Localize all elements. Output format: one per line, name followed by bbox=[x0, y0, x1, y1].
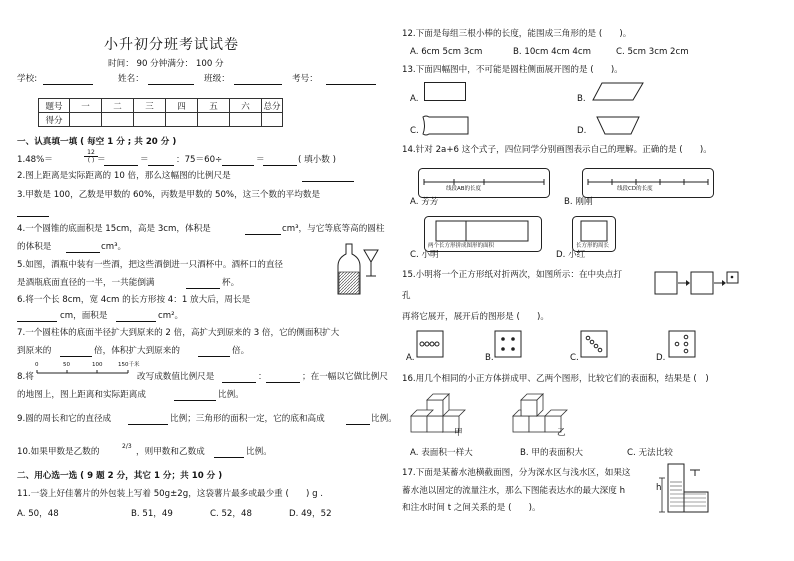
score-table-score-row bbox=[39, 113, 283, 127]
q1-blank[interactable] bbox=[148, 156, 174, 166]
q16-jia-label: 甲 bbox=[454, 428, 463, 438]
section2-heading: 二、用心选一选 ( 9 题 2 分，其它 1 分；共 10 分 ) bbox=[17, 471, 223, 481]
irregular-shape bbox=[422, 114, 470, 136]
q9-text: 比例；三角形的面积一定，它的底和高成 bbox=[170, 414, 325, 424]
q15-text: 孔 bbox=[402, 291, 411, 301]
q2-text: 2.图上距离是实际距离的 10 倍，那么这幅图的比例尺是 bbox=[17, 171, 231, 181]
q3-text: 3.甲数是 100，乙数是甲数的 60%，丙数是甲数的 50%，这三个数的平均数是 bbox=[17, 190, 321, 200]
bottle-cup-figure bbox=[338, 242, 382, 298]
q14-d-caption: 长方形的周长 bbox=[576, 243, 610, 249]
number-line-ab bbox=[418, 168, 550, 198]
q10-text: ，则甲数和乙数成 bbox=[136, 447, 205, 457]
q14-a-caption: 线段AB的长度 bbox=[446, 186, 482, 192]
scale-tick-label: 0 bbox=[35, 362, 39, 368]
school-field[interactable] bbox=[43, 75, 93, 85]
q3-blank[interactable] bbox=[17, 207, 49, 217]
q10-fraction: 2/3 bbox=[122, 443, 132, 450]
q12-option-b[interactable]: B. 10cm 4cm 4cm bbox=[513, 47, 591, 57]
q5-text: 是酒瓶底面直径的一半，一共能倒满 bbox=[17, 278, 155, 288]
q15-label-c[interactable]: C. bbox=[570, 353, 579, 363]
q13-label-d[interactable]: D. bbox=[577, 126, 587, 136]
q15-option-d-figure bbox=[668, 330, 696, 358]
q14-b-caption: 线段CD的长度 bbox=[617, 186, 653, 192]
q7-text: 倍。 bbox=[232, 346, 250, 356]
q4-blank[interactable] bbox=[245, 225, 281, 235]
q11-option-b[interactable]: B. 51，49 bbox=[131, 509, 173, 519]
q8-text: 比例。 bbox=[218, 390, 244, 400]
q1-note: ( 填小数 ) bbox=[298, 155, 336, 165]
number-label: 考号： bbox=[292, 74, 318, 84]
q17-text: 17.下面是某蓄水池横截面图，分为深水区与浅水区，如果这 bbox=[402, 468, 631, 478]
cup-icon bbox=[364, 250, 378, 276]
q4-text: cm³，与它等底等高的圆柱 bbox=[282, 224, 385, 234]
bottle-icon bbox=[338, 244, 360, 294]
q8-blank[interactable] bbox=[222, 373, 256, 383]
q2-blank[interactable] bbox=[302, 172, 354, 182]
q17-text: 和注水时间 t 之间关系的是 ( )。 bbox=[402, 503, 541, 513]
q5-blank[interactable] bbox=[186, 279, 220, 289]
time-score: 时间： 90 分钟满分： 100 分 bbox=[108, 59, 224, 69]
q15-option-b-figure bbox=[494, 330, 522, 358]
q14-label-a[interactable]: A. 芳芳 bbox=[410, 197, 439, 207]
score-header-cell: 题号 bbox=[39, 99, 70, 113]
q8-text: ： bbox=[258, 372, 267, 382]
score-header-cell: 三 bbox=[134, 99, 166, 113]
score-table bbox=[38, 98, 283, 127]
q1-ratio: ：75＝60÷ bbox=[176, 155, 223, 165]
q4-blank[interactable] bbox=[66, 243, 100, 253]
exam-title: 小升初分班考试试卷 bbox=[104, 37, 239, 53]
q1-start: 1.48%＝ bbox=[17, 155, 53, 165]
score-cell[interactable] bbox=[166, 113, 198, 127]
q10-blank[interactable] bbox=[214, 448, 244, 458]
score-header-cell: 二 bbox=[102, 99, 134, 113]
q4-text: cm³。 bbox=[101, 242, 127, 252]
q11-option-c[interactable]: C. 52，48 bbox=[210, 509, 252, 519]
q10-text: 比例。 bbox=[246, 447, 272, 457]
q16-option-b[interactable]: B. 甲的表面积大 bbox=[520, 448, 583, 458]
q8-text: 8.将 bbox=[17, 372, 34, 382]
q9-blank[interactable] bbox=[346, 415, 370, 425]
q10-text: 10.如果甲数是乙数的 bbox=[17, 447, 100, 457]
q1-fraction bbox=[84, 149, 98, 164]
q1-eq: ＝ bbox=[97, 155, 106, 165]
q1-frac-numerator: 12 bbox=[87, 149, 95, 156]
q15-option-c-figure bbox=[580, 330, 608, 358]
q7-blank[interactable] bbox=[198, 347, 230, 357]
q6-blank[interactable] bbox=[116, 312, 156, 322]
number-line-cd bbox=[582, 168, 714, 198]
q11-option-d[interactable]: D. 49，52 bbox=[289, 509, 332, 519]
score-cell[interactable] bbox=[102, 113, 134, 127]
q1-blank[interactable] bbox=[222, 156, 254, 166]
q4-text: 4.一个圆锥的底面积是 15cm，高是 3cm，体积是 bbox=[17, 224, 211, 234]
q6-text: 6.将一个长 8cm，宽 4cm 的长方形按 4：1 放大后，周长是 bbox=[17, 295, 251, 305]
q14-label-d[interactable]: D. 小红 bbox=[556, 250, 586, 260]
q1-eq: ＝ bbox=[140, 155, 149, 165]
score-cell[interactable] bbox=[70, 113, 102, 127]
q1-blank[interactable] bbox=[263, 156, 297, 166]
q14-label-b[interactable]: B. 刚刚 bbox=[564, 197, 593, 207]
name-field[interactable] bbox=[148, 75, 194, 85]
q7-blank[interactable] bbox=[60, 347, 92, 357]
q13-text: 13.下面四幅图中，不可能是圆柱侧面展开图的是 ( )。 bbox=[402, 65, 623, 75]
q9-text: 9.圆的周长和它的直径成 bbox=[17, 414, 112, 424]
q7-text: 到原来的 bbox=[17, 346, 52, 356]
q16-option-c[interactable]: C. 无法比较 bbox=[627, 448, 673, 458]
q8-text: 的地图上，图上距离和实际距离成 bbox=[17, 390, 146, 400]
score-table-header-row bbox=[39, 99, 283, 113]
q13-label-b[interactable]: B. bbox=[577, 94, 586, 104]
scale-tick-label: 100 bbox=[92, 362, 103, 368]
paper-fold-figure bbox=[654, 270, 750, 296]
score-row-label: 得分 bbox=[39, 113, 70, 127]
q16-text: 16.用几个相同的小正方体拼成甲、乙两个图形，比较它们的表面积，结果是 ( ) bbox=[402, 374, 709, 384]
reservoir-cross-section bbox=[654, 462, 714, 516]
score-header-cell: 一 bbox=[70, 99, 102, 113]
class-field[interactable] bbox=[234, 75, 282, 85]
parallelogram-shape bbox=[592, 82, 644, 102]
score-cell[interactable] bbox=[134, 113, 166, 127]
q8-text: 改写成数值比例尺是 bbox=[137, 372, 215, 382]
q15-label-a[interactable]: A. bbox=[406, 353, 415, 363]
score-cell[interactable] bbox=[230, 113, 262, 127]
q17-h-label: h bbox=[656, 483, 662, 493]
q15-label-b[interactable]: B. bbox=[485, 353, 494, 363]
scale-tick-label: 150千米 bbox=[118, 362, 140, 368]
score-header-cell: 四 bbox=[166, 99, 198, 113]
q5-text: 杯。 bbox=[222, 278, 240, 288]
q5-text: 5.如图，酒瓶中装有一些酒，把这些酒倒进一只酒杯中。酒杯口的直径 bbox=[17, 260, 284, 270]
school-label: 学校: bbox=[17, 74, 38, 84]
section1-heading: 一、认真填一填 ( 每空 1 分 ; 共 20 分 ) bbox=[17, 137, 177, 147]
q4-text: 的体积是 bbox=[17, 242, 52, 252]
q14-text: 14.针对 2a+6 这个式子，四位同学分别画图表示自己的理解。正确的是 ( )。 bbox=[402, 145, 712, 155]
rectangle-shape bbox=[424, 82, 466, 101]
score-header-cell: 总分 bbox=[262, 99, 283, 113]
q6-text: cm，面积是 bbox=[60, 311, 108, 321]
name-label: 姓名： bbox=[118, 74, 144, 84]
q8-text: ；在一幅以它做比例尺 bbox=[302, 372, 388, 382]
q6-text: cm²。 bbox=[158, 311, 184, 321]
q15-option-a-figure bbox=[416, 330, 444, 358]
score-header-cell: 五 bbox=[198, 99, 230, 113]
q7-text: 7.一个圆柱体的底面半径扩大到原来的 2 倍，高扩大到原来的 3 倍，它的侧面积扩大 bbox=[17, 328, 340, 338]
q9-blank[interactable] bbox=[128, 415, 168, 425]
q11-text: 11.一袋上好佳薯片的外包装上写着 50g±2g，这袋薯片最多或最少重 ( ) g . bbox=[17, 489, 324, 499]
q7-text: 倍，体积扩大到原来的 bbox=[94, 346, 180, 356]
q14-c-caption: 两个长方形拼成图形的面积 bbox=[428, 243, 495, 249]
scale-tick-label: 50 bbox=[63, 362, 70, 368]
q1-eq: ＝ bbox=[256, 155, 265, 165]
q13-label-c[interactable]: C. bbox=[410, 126, 419, 136]
q16-yi-label: 乙 bbox=[557, 428, 566, 438]
class-label: 班级： bbox=[204, 74, 230, 84]
q15-text: 15.小明将一个正方形纸对折两次，如图所示：在中央点打 bbox=[402, 270, 622, 280]
q16-option-a[interactable]: A. 表面积一样大 bbox=[410, 448, 473, 458]
q15-label-d[interactable]: D. bbox=[656, 353, 666, 363]
q12-option-a[interactable]: A. 6cm 5cm 3cm bbox=[410, 47, 483, 57]
q17-text: 蓄水池以固定的流量注水，那么下图能表达水的最大深度 h bbox=[402, 486, 626, 496]
number-field[interactable] bbox=[326, 75, 376, 85]
q14-label-c[interactable]: C. 小明 bbox=[410, 250, 439, 260]
q8-blank[interactable] bbox=[266, 373, 300, 383]
score-cell[interactable] bbox=[198, 113, 230, 127]
q9-text: 比例。 bbox=[371, 414, 397, 424]
q11-option-a[interactable]: A. 50，48 bbox=[17, 509, 59, 519]
q15-text: 再将它展开，展开后的图形是 ( )。 bbox=[402, 312, 549, 322]
score-cell[interactable] bbox=[262, 113, 283, 127]
q12-text: 12.下面是每组三根小棒的长度，能围成三角形的是 ( )。 bbox=[402, 29, 632, 39]
score-header-cell: 六 bbox=[230, 99, 262, 113]
q8-blank[interactable] bbox=[174, 391, 216, 401]
q1-frac-denominator: ( ) bbox=[84, 156, 98, 164]
q13-label-a[interactable]: A. bbox=[410, 94, 419, 104]
q12-option-c[interactable]: C. 5cm 3cm 2cm bbox=[616, 47, 689, 57]
q6-blank[interactable] bbox=[17, 312, 57, 322]
trapezoid-shape bbox=[596, 116, 640, 136]
q1-blank[interactable] bbox=[104, 156, 138, 166]
